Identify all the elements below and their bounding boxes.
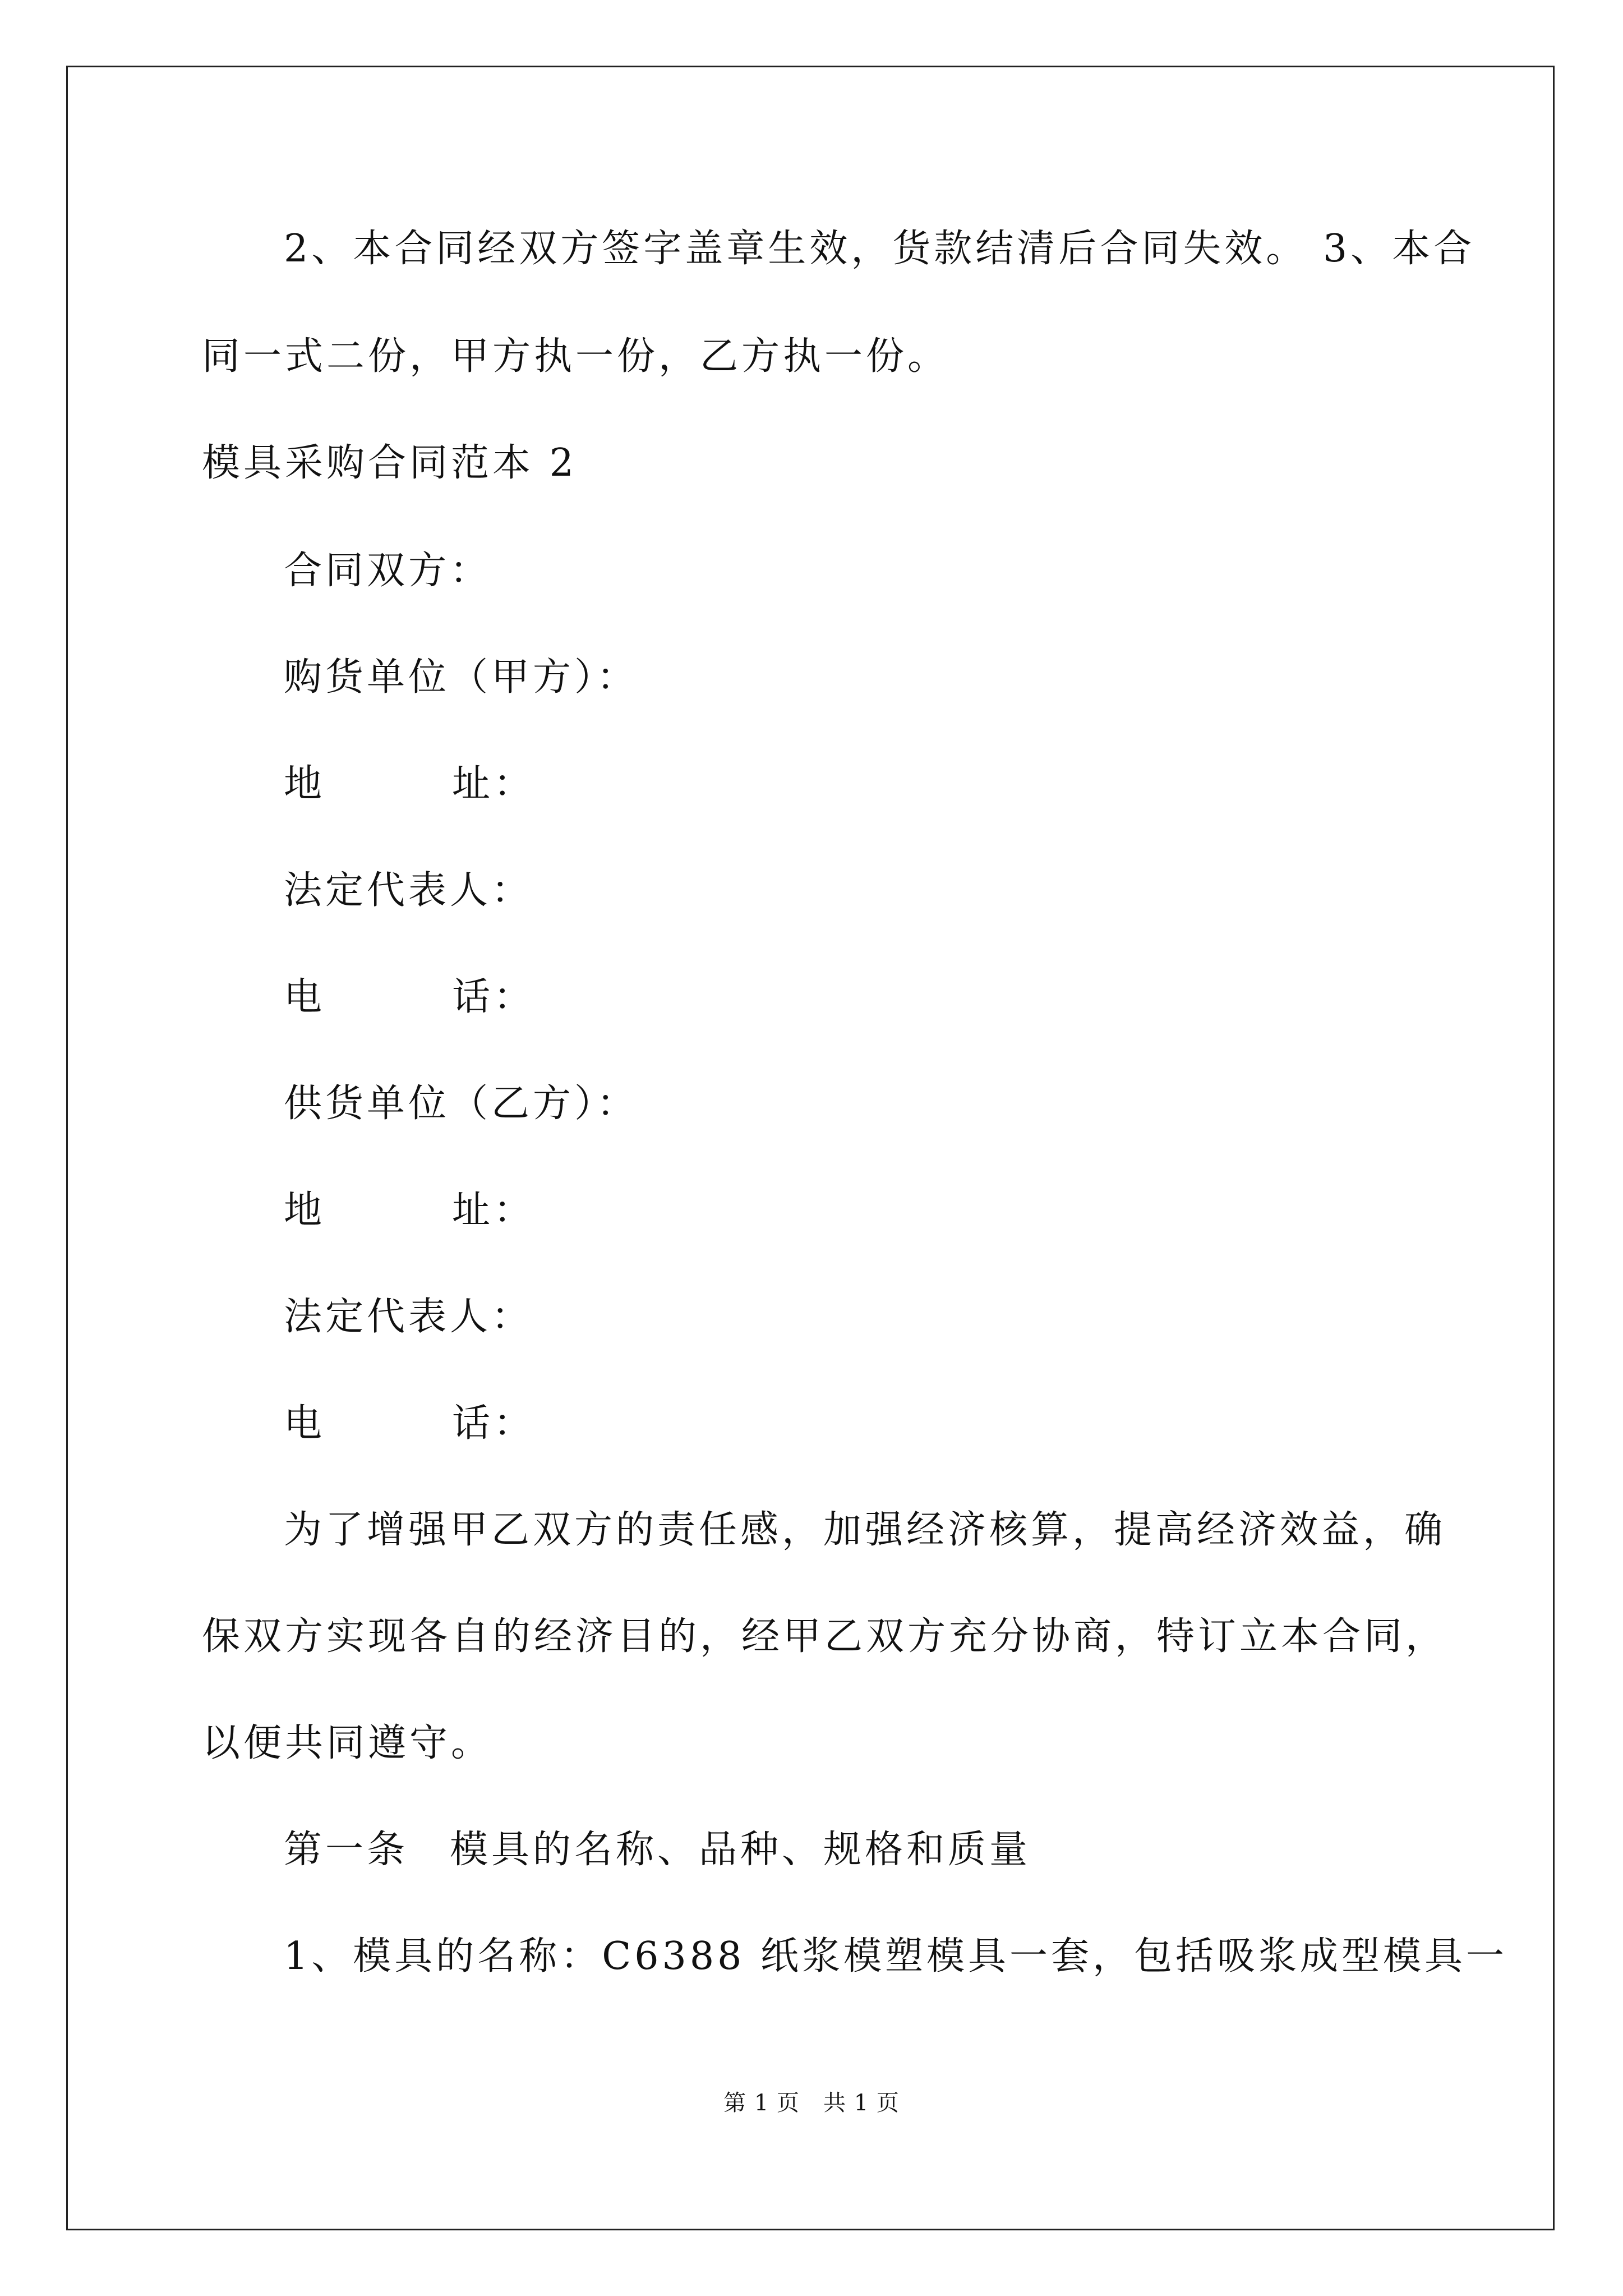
paragraph-line-1: 2、本合同经双方签字盖章生效，货款结清后合同失效。 3、本合 <box>284 227 1476 271</box>
buyer-address-label <box>284 762 536 806</box>
supplier-address-char-1: 地 <box>284 1188 326 1232</box>
purpose-line-3: 以便共同遵守。 <box>202 1721 493 1765</box>
article-one-heading: 第一条 模具的名称、品种、规格和质量 <box>284 1828 1031 1872</box>
buyer-label: 购货单位（甲方）： <box>284 655 639 700</box>
page-footer <box>0 2085 1623 2117</box>
supplier-address-char-2: 址： <box>452 1188 536 1232</box>
buyer-address-char-1: 地 <box>284 762 326 806</box>
page-number: 第 1 页 <box>723 2090 800 2116</box>
supplier-address-label <box>284 1188 536 1232</box>
buyer-address-char-2: 址： <box>452 762 536 806</box>
buyer-phone-char-2: 话： <box>452 975 536 1019</box>
section-heading: 模具采购合同范本 2 <box>202 441 577 485</box>
paragraph-line-2: 同一式二份，甲方执一份，乙方执一份。 <box>202 334 949 379</box>
purpose-line-1: 为了增强甲乙双方的责任感，加强经济核算，提高经济效益，确 <box>284 1508 1446 1552</box>
buyer-phone-label <box>284 975 536 1019</box>
article-one-item-1: 1、模具的名称：C6388 纸浆模塑模具一套，包括吸浆成型模具一 <box>284 1934 1507 1978</box>
supplier-legal-representative-label: 法定代表人： <box>284 1295 533 1339</box>
purpose-line-2: 保双方实现各自的经济目的，经甲乙双方充分协商，特订立本合同， <box>202 1614 1447 1659</box>
buyer-phone-char-1: 电 <box>284 975 326 1019</box>
supplier-phone-char-1: 电 <box>284 1401 326 1446</box>
page-border <box>66 66 1555 2230</box>
supplier-label: 供货单位（乙方）： <box>284 1082 639 1126</box>
supplier-phone-char-2: 话： <box>452 1401 536 1446</box>
contract-parties-label: 合同双方： <box>284 549 492 593</box>
buyer-legal-representative-label: 法定代表人： <box>284 868 533 913</box>
page-total: 共 1 页 <box>823 2090 900 2116</box>
supplier-phone-label <box>284 1401 536 1446</box>
